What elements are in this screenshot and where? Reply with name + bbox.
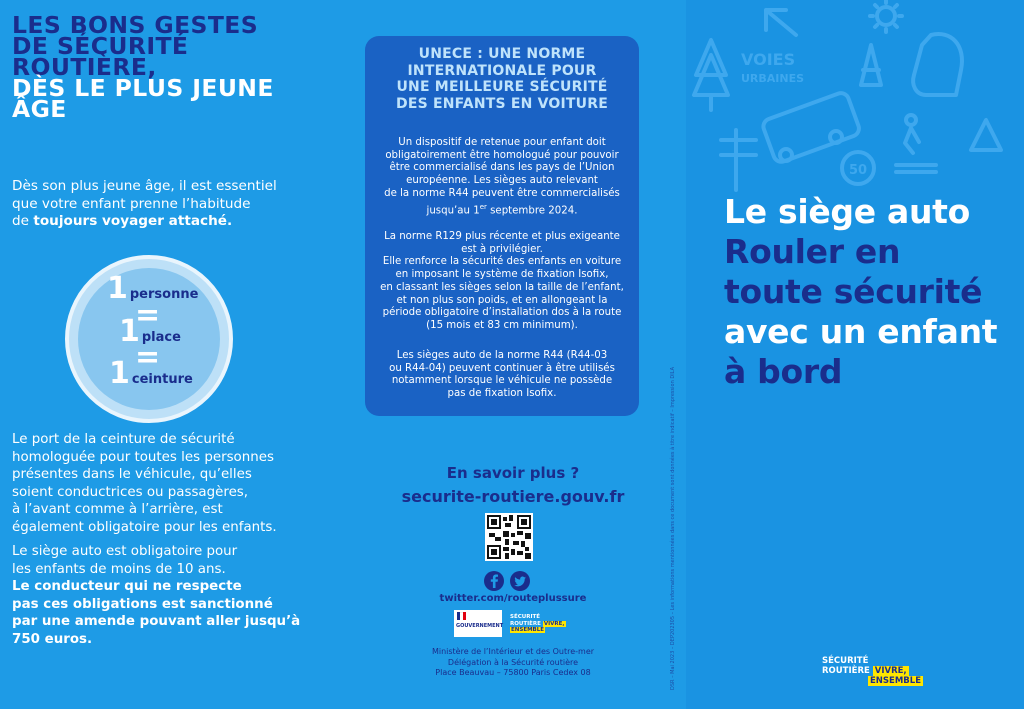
securite-routiere-logo: SÉCURITÉ ROUTIÈRE VIVRE, ENSEMBLE [822, 656, 922, 686]
unece-paragraph-1: Un dispositif de retenue pour enfant doit obligatoirement être homologué pour pouvoir être commercialisé dans les pays de l’Union européenne. Les sièges auto relevant de la norme R44 peuvent être commercialisés jusqu’au 1er septembre 2024. [384, 137, 620, 216]
svg-text:VOIES: VOIES [741, 50, 796, 69]
left-title: LES BONS GESTES DE SÉCURITÉ ROUTIÈRE, DÈS LE PLUS JEUNE ÂGE [12, 11, 274, 123]
equals-sign: = [135, 340, 161, 375]
svg-text:50: 50 [849, 163, 868, 178]
unece-box [365, 36, 639, 416]
triangle-sign-icon [971, 120, 1001, 150]
twitter-link[interactable]: twitter.com/routeplussure [439, 593, 587, 604]
right-panel [686, 0, 1024, 709]
signpost-icon [721, 130, 756, 190]
circle-row-belt: 1 ceinture [109, 356, 193, 391]
arrow-icon [766, 10, 796, 35]
government-logo: GOUVERNEMENT [454, 610, 502, 637]
middle-panel [340, 0, 686, 709]
sun-icon [870, 0, 902, 32]
unece-paragraph-2: La norme R129 plus récente et plus exigeante est à privilégier. Elle renforce la sécurité des enfants en voiture en imposant le système de fixation Isofix, en classant les sièges selon la taille de l’enfant, et non plus son poids, et en allongeant la période obligatoire d’installation dos à la route (15 mois et 83 cm minimum). [380, 231, 624, 331]
road-safety-illustration [686, 0, 1024, 200]
securite-routiere-small-logo: SÉCURITÉ ROUTIÈRE VIVRE, ENSEMBLE [510, 614, 565, 633]
qr-code-icon [487, 515, 531, 559]
penalty-paragraph: Le siège auto est obligatoire pour les enfants de moins de 10 ans. Le conducteur qui ne respecte pas ces obligations est sanctionné par une amende pouvant aller jusqu’à 750 euros. [12, 544, 301, 647]
seatbelt-paragraph: Le port de la ceinture de sécurité homologuée pour toutes les personnes présentes dans le véhicule, qu’elles soient conductrices ou passagères, à l’avant comme à l’arrière, est également obligatoire pour les enfants. [12, 432, 277, 535]
ministry-address: Ministère de l’Intérieur et des Outre-mer Délégation à la Sécurité routière Place Beauvau – 75800 Paris Cedex 08 [431, 647, 595, 677]
tree-icon [694, 40, 728, 110]
website-link[interactable]: securite-routiere.gouv.fr [401, 487, 625, 506]
unece-paragraph-3: Les sièges auto de la norme R44 (R44-03 ou R44-04) peuvent continuer à être utilisés notamment lorsque le véhicule ne possède pas de fixation Isofix. [389, 350, 615, 400]
social-icons [483, 570, 533, 592]
french-flag-icon [457, 612, 466, 620]
cover-title: Le siège auto Rouler en toute sécurité avec un enfant à bord [724, 192, 998, 391]
facebook-icon[interactable] [484, 571, 504, 591]
qr-code[interactable] [485, 513, 533, 561]
intro-text: Dès son plus jeune âge, il est essentiel que votre enfant prenne l’habitude de toujours voyager attaché. [12, 178, 277, 229]
unece-title: UNECE : UNE NORME INTERNATIONALE POUR UNE MEILLEURE SÉCURITÉ DES ENFANTS EN VOITURE [396, 46, 608, 112]
circle-row-place: 1 place [119, 314, 181, 349]
pedestrian-icon [896, 115, 936, 172]
svg-text:URBAINES: URBAINES [741, 72, 805, 85]
circle-row-person: 1 personne [107, 271, 199, 306]
left-panel [0, 0, 340, 709]
cone-icon [861, 45, 881, 85]
bus-icon [761, 91, 861, 164]
person-place-belt-circle [65, 255, 233, 423]
equals-sign: = [135, 298, 161, 333]
child-seat-icon [913, 34, 962, 95]
twitter-icon[interactable] [510, 571, 530, 591]
print-credits: DSR – Mai 2023 – DEP202305 – Les informations mentionnées dans ce document sont données à titre indicatif – Impression DILA [670, 367, 676, 690]
learn-more: En savoir plus ? securite-routiere.gouv.fr [340, 464, 686, 506]
